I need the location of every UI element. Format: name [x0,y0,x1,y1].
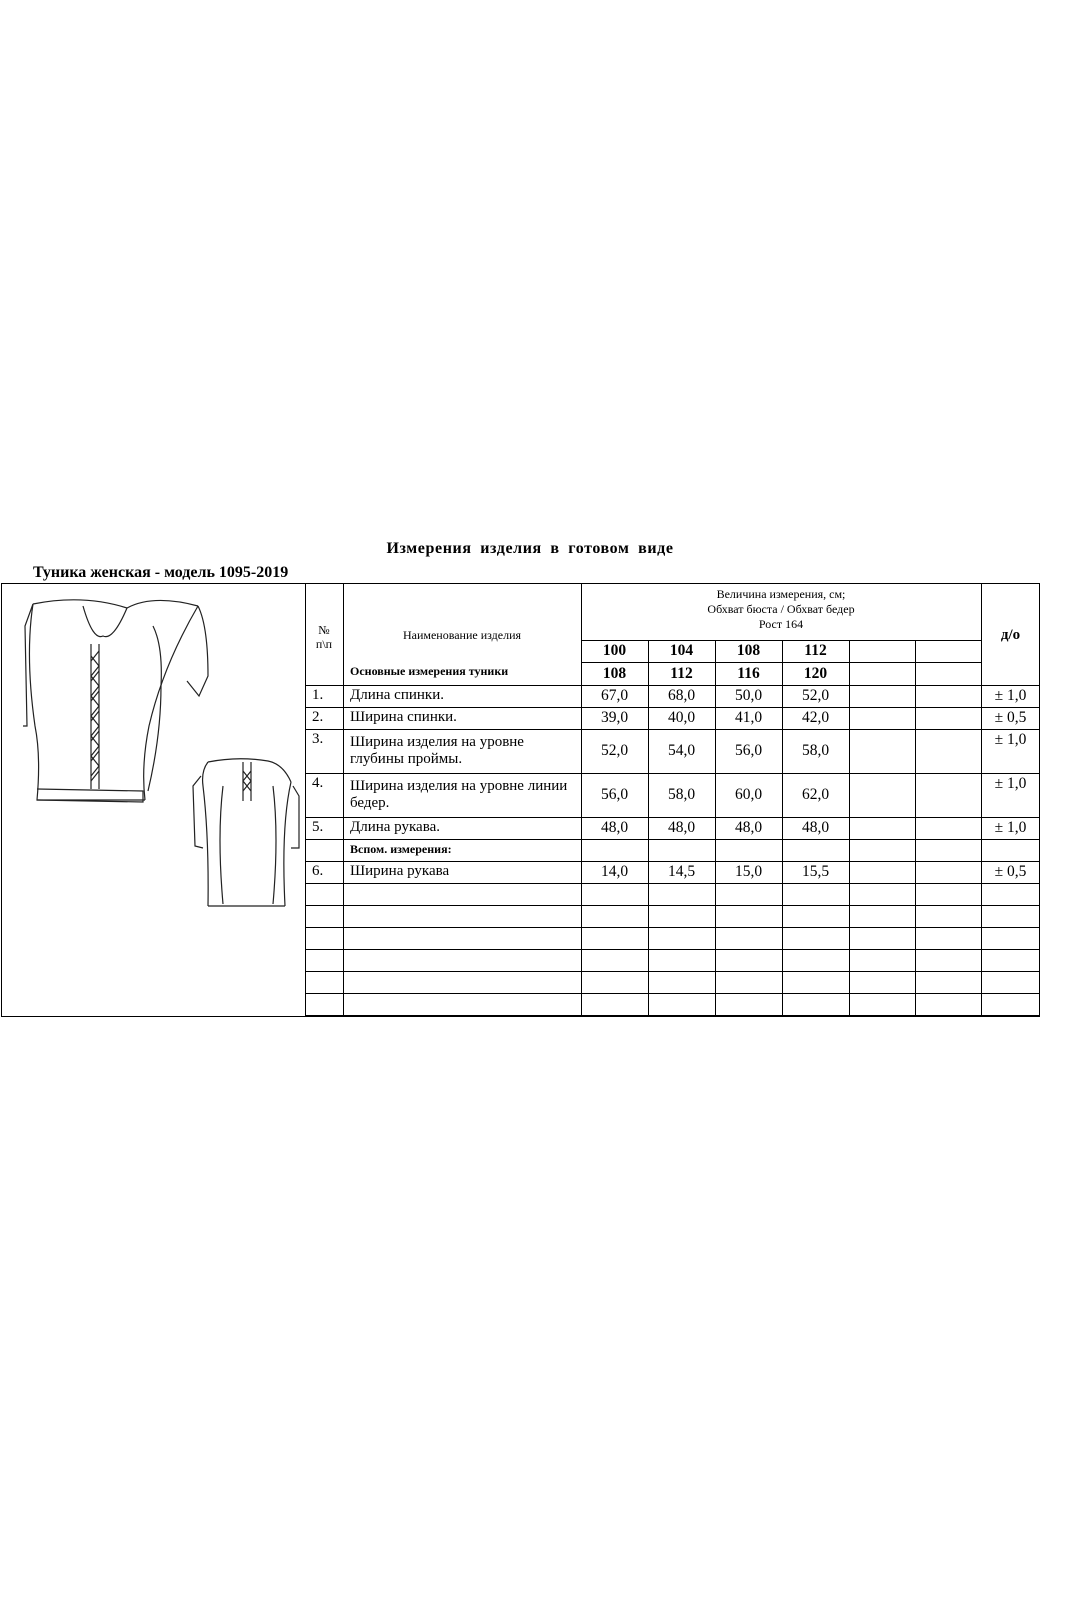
tolerance-value [981,971,1040,993]
measurement-value: 40,0 [667,709,696,727]
measurement-value: 56,0 [600,786,629,804]
measurement-name [343,905,581,927]
measurement-name: Ширина рукава [350,863,450,880]
measurement-value [581,949,648,971]
measurement-value [849,817,915,839]
measurement-value [581,993,648,1015]
measurement-value [849,861,915,883]
measurement-value [782,993,849,1015]
measurement-value: 48,0 [600,819,629,837]
bust-size-header [849,640,915,662]
hip-size-header: 112 [670,664,693,682]
measurement-name [343,927,581,949]
measurement-value [849,773,915,817]
measurement-value: 48,0 [801,819,830,837]
measurement-value [715,927,782,949]
tolerance-value: ± 1,0 [994,819,1027,837]
measurement-value: 54,0 [667,742,696,760]
measurement-value: 15,0 [734,863,763,881]
size-info-line: Рост 164 [758,616,804,631]
measurement-value: 39,0 [600,709,629,727]
tolerance-value: ± 0,5 [994,863,1027,881]
model-subtitle: Туника женская - модель 1095-2019 [33,564,289,581]
measurement-value [849,927,915,949]
row-number [305,949,343,971]
measurement-value [849,971,915,993]
tolerance-value [981,905,1040,927]
measurement-value [715,839,782,861]
row-number [305,905,343,927]
measurement-name [343,971,581,993]
bust-size-header: 112 [804,642,827,660]
measurement-value [849,685,915,707]
measurement-value [648,993,715,1015]
measurement-value [782,949,849,971]
measurement-value: 48,0 [667,819,696,837]
row-number [305,993,343,1015]
section-main-label: Основные измерения туники [350,664,509,679]
measurement-value: 62,0 [801,786,830,804]
column-divider [915,640,916,1017]
measurement-value [581,883,648,905]
column-header-number: № п\п [315,623,333,651]
tolerance-value [981,949,1040,971]
measurement-name [343,949,581,971]
measurement-name [343,993,581,1015]
measurement-value [715,993,782,1015]
measurement-value [581,971,648,993]
measurement-value: 15,5 [801,863,830,881]
row-number: 6. [312,863,324,880]
measurement-name: Длина спинки. [350,687,444,704]
row-number: 4. [312,775,324,792]
measurement-value [849,729,915,773]
measurement-value [849,993,915,1015]
tolerance-value [981,993,1040,1015]
measurement-value [849,949,915,971]
row-number: 2. [312,709,324,726]
document-title: Измерения изделия в готовом виде [386,540,674,557]
measurement-value [581,905,648,927]
tolerance-value: ± 0,5 [994,709,1027,727]
measurement-value: 41,0 [734,709,763,727]
measurement-value [715,949,782,971]
measurement-value [715,971,782,993]
measurement-value [849,839,915,861]
measurement-value [782,839,849,861]
row-number: 3. [312,731,324,748]
measurement-name: Длина рукава. [350,819,440,836]
bust-size-header: 100 [602,642,627,660]
measurement-value: 68,0 [667,687,696,705]
tolerance-value: ± 1,0 [994,775,1027,793]
measurement-value [782,971,849,993]
measurement-value [782,905,849,927]
row-number [305,883,343,905]
measurement-value [648,839,715,861]
measurement-value: 42,0 [801,709,830,727]
measurement-value [648,883,715,905]
measurement-value: 14,5 [667,863,696,881]
hip-size-header: 108 [602,664,627,682]
row-number: 5. [312,819,324,836]
measurement-value [581,927,648,949]
hip-size-header [849,662,915,685]
measurement-value: 50,0 [734,687,763,705]
measurement-value: 58,0 [801,742,830,760]
row-number: 1. [312,687,324,704]
measurement-value: 58,0 [667,786,696,804]
measurement-value: 14,0 [600,863,629,881]
hip-size-header: 116 [737,664,760,682]
bust-size-header: 104 [669,642,694,660]
measurement-value [849,883,915,905]
tolerance-value [981,839,1040,861]
column-header-tolerance: д/о [1000,627,1021,644]
measurement-name [343,883,581,905]
measurement-value [648,971,715,993]
measurement-name: Ширина изделия на уровне глубины проймы. [350,733,524,767]
row-number [305,927,343,949]
measurement-value [648,927,715,949]
measurement-value [648,949,715,971]
measurement-value [648,905,715,927]
tolerance-value: ± 1,0 [994,687,1027,705]
row-number [305,971,343,993]
measurement-value [715,905,782,927]
hip-size-header: 120 [803,664,828,682]
measurement-value: 56,0 [734,742,763,760]
section-aux-label: Вспом. измерения: [350,842,452,857]
measurement-value [782,927,849,949]
bust-size-header: 108 [736,642,761,660]
tolerance-value [981,883,1040,905]
measurement-value: 60,0 [734,786,763,804]
row-divider [305,1015,1040,1016]
measurement-name: Ширина изделия на уровне линии бедер. [350,777,568,811]
measurement-value: 52,0 [801,687,830,705]
measurement-value [782,883,849,905]
measurement-value [849,707,915,729]
measurement-value: 48,0 [734,819,763,837]
size-info-line: Обхват бюста / Обхват бедер [707,601,855,616]
measurement-name: Ширина спинки. [350,709,457,726]
measurement-value: 67,0 [600,687,629,705]
size-info-line: Величина измерения, см; [716,586,846,601]
tolerance-value [981,927,1040,949]
measurement-value [715,883,782,905]
measurement-value [581,839,648,861]
row-number [305,839,343,861]
tolerance-value: ± 1,0 [994,731,1027,749]
column-header-name: Наименование изделия [402,628,522,643]
measurement-value [849,905,915,927]
measurement-value: 52,0 [600,742,629,760]
